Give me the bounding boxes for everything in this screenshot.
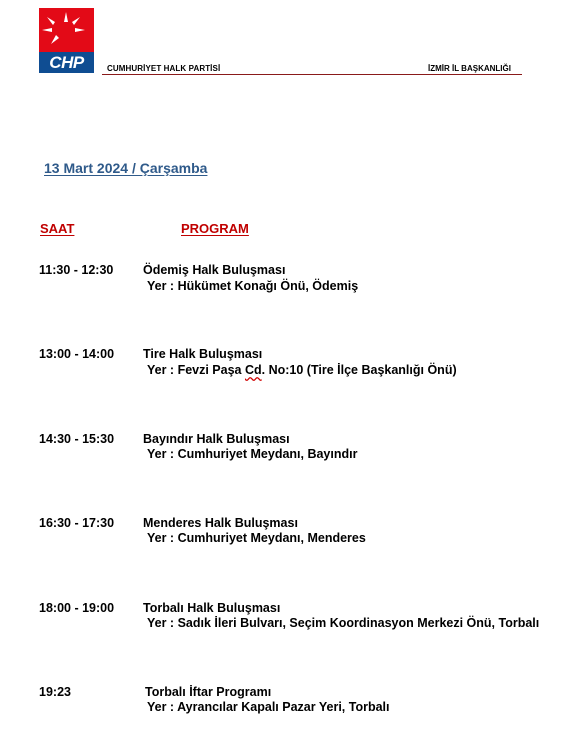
time-column-heading: SAAT xyxy=(40,221,75,236)
program-column-heading: PROGRAM xyxy=(181,221,249,236)
schedule-place: Yer : Hükümet Konağı Önü, Ödemiş xyxy=(147,279,359,293)
schedule-place: Yer : Cumhuriyet Meydanı, Menderes xyxy=(147,531,366,545)
logo-text: CHP xyxy=(49,53,84,72)
six-arrows-icon xyxy=(39,8,94,52)
chp-logo xyxy=(39,8,94,73)
schedule-place: Yer : Sadık İleri Bulvarı, Seçim Koordinasyon Merkezi Önü, Torbalı xyxy=(147,616,540,630)
schedule-place xyxy=(147,363,457,377)
schedule-time: 19:23 xyxy=(39,685,71,699)
page-date: 13 Mart 2024 / Çarşamba xyxy=(44,160,208,176)
schedule-place: Yer : Ayrancılar Kapalı Pazar Yeri, Torbalı xyxy=(147,700,390,714)
schedule-time: 11:30 - 12:30 xyxy=(39,263,114,277)
schedule-time: 14:30 - 15:30 xyxy=(39,432,115,446)
schedule-time: 16:30 - 17:30 xyxy=(39,516,115,530)
header-divider xyxy=(102,74,522,75)
schedule-title: Menderes Halk Buluşması xyxy=(143,516,298,530)
schedule-time: 18:00 - 19:00 xyxy=(39,601,115,615)
office-name: İZMİR İL BAŞKANLIĞI xyxy=(428,64,511,73)
schedule-title: Tire Halk Buluşması xyxy=(143,347,263,361)
schedule-title: Torbalı Halk Buluşması xyxy=(143,601,281,615)
schedule-title: Bayındır Halk Buluşması xyxy=(143,432,290,446)
schedule-time: 13:00 - 14:00 xyxy=(39,347,115,361)
place-text-end: . No:10 (Tire İlçe Başkanlığı Önü) xyxy=(261,363,457,377)
spellcheck-marked-word: Cd xyxy=(244,363,262,377)
place-text-start: Yer : Fevzi Paşa xyxy=(147,363,245,377)
schedule-title: Ödemiş Halk Buluşması xyxy=(143,263,286,277)
schedule-title: Torbalı İftar Programı xyxy=(145,685,272,699)
party-name: CUMHURİYET HALK PARTİSİ xyxy=(107,64,221,73)
schedule-place: Yer : Cumhuriyet Meydanı, Bayındır xyxy=(147,447,358,461)
